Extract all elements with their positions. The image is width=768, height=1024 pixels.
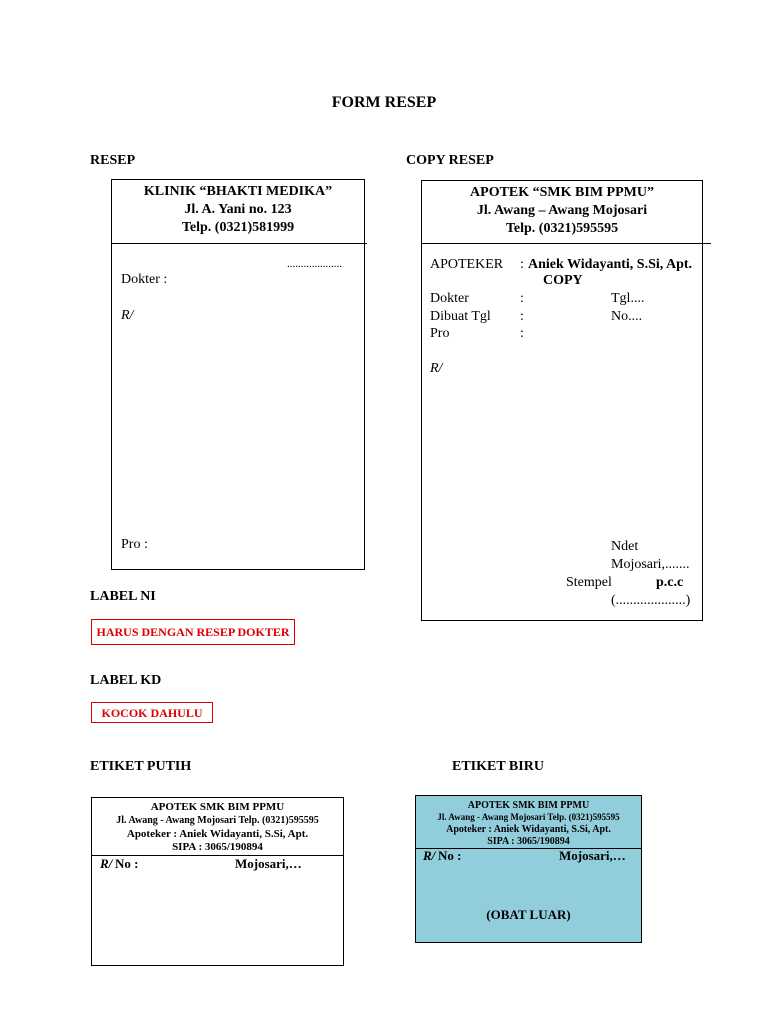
resep-clinic-address: Jl. A. Yani no. 123 xyxy=(184,202,292,217)
copy-apoteker-label: APOTEKER xyxy=(430,257,504,272)
label-kd-text: KOCOK DAHULU xyxy=(101,706,203,720)
etiket-putih-line2: Jl. Awang - Awang Mojosari Telp. (0321)595595 xyxy=(116,815,319,826)
etiket-biru-obat-luar: (OBAT LUAR) xyxy=(486,907,571,922)
copy-ndet: Ndet xyxy=(611,539,639,554)
copy-apoteker-colon: : xyxy=(520,257,524,272)
etiket-putih-line4: SIPA : 3065/190894 xyxy=(172,841,263,853)
etiket-biru-line3: Apoteker : Aniek Widayanti, S.Si, Apt. xyxy=(446,824,611,835)
resep-section-label: RESEP xyxy=(90,153,136,168)
resep-r-mark: R/ xyxy=(121,308,134,323)
page-title: FORM RESEP xyxy=(331,94,437,111)
copy-no-label: No.... xyxy=(611,309,643,324)
copy-resep-section-label: COPY RESEP xyxy=(406,153,494,168)
etiket-biru-line4: SIPA : 3065/190894 xyxy=(487,836,570,847)
etiket-putih-section-label: ETIKET PUTIH xyxy=(90,759,192,774)
copy-stempel: Stempel xyxy=(566,575,612,590)
etiket-putih-line1: APOTEK SMK BIM PPMU xyxy=(150,801,285,813)
copy-pro-label: Pro xyxy=(430,326,450,341)
etiket-putih-r: R/ xyxy=(100,856,113,871)
copy-apotek-phone: Telp. (0321)595595 xyxy=(505,221,619,236)
copy-dibuat-label: Dibuat Tgl xyxy=(430,309,491,324)
label-ni-text: HARUS DENGAN RESEP DOKTER xyxy=(96,625,290,639)
copy-header-divider xyxy=(421,243,711,244)
copy-dokter-label: Dokter xyxy=(430,291,469,306)
copy-tgl-label: Tgl.... xyxy=(611,291,645,306)
resep-clinic-phone: Telp. (0321)581999 xyxy=(181,220,295,235)
label-kd-section-label: LABEL KD xyxy=(90,673,162,688)
copy-r-mark: R/ xyxy=(430,361,443,376)
etiket-biru-section-label: ETIKET BIRU xyxy=(452,759,544,774)
copy-apotek-address: Jl. Awang – Awang Mojosari xyxy=(476,203,648,218)
label-kd-box xyxy=(91,702,213,723)
etiket-biru-line2: Jl. Awang - Awang Mojosari Telp. (0321)595595 xyxy=(437,812,620,822)
copy-pcc: p.c.c xyxy=(656,575,684,590)
etiket-putih-line3: Apoteker : Aniek Widayanti, S.Si, Apt. xyxy=(126,828,309,840)
resep-form xyxy=(111,179,365,570)
etiket-putih-no-label: No : xyxy=(115,856,139,871)
copy-dibuat-colon: : xyxy=(520,309,524,324)
resep-dokter-label: Dokter : xyxy=(121,272,168,287)
label-ni-section-label: LABEL NI xyxy=(90,589,156,604)
copy-resep-form xyxy=(421,180,703,621)
copy-mojosari: Mojosari,....... xyxy=(611,557,690,572)
copy-dokter-colon: : xyxy=(520,291,524,306)
resep-pro-label: Pro : xyxy=(121,537,148,552)
copy-stamp-text: COPY xyxy=(543,273,583,288)
resep-clinic-name: KLINIK “BHAKTI MEDIKA” xyxy=(143,184,333,199)
etiket-putih-mojosari: Mojosari,… xyxy=(235,856,302,871)
resep-header-divider xyxy=(111,243,367,244)
etiket-biru-mojosari: Mojosari,… xyxy=(559,848,626,863)
label-ni-box xyxy=(91,619,295,645)
resep-date-dots: .................... xyxy=(287,258,342,270)
copy-apoteker-value: Aniek Widayanti, S.Si, Apt. xyxy=(528,257,693,272)
etiket-biru-line1: APOTEK SMK BIM PPMU xyxy=(467,800,590,811)
copy-apotek-name: APOTEK “SMK BIM PPMU” xyxy=(470,185,654,200)
copy-signature: (....................) xyxy=(611,593,691,608)
copy-pro-colon: : xyxy=(520,326,524,341)
etiket-biru-r: R/ xyxy=(423,848,436,863)
etiket-biru-no-label: No : xyxy=(438,848,462,863)
